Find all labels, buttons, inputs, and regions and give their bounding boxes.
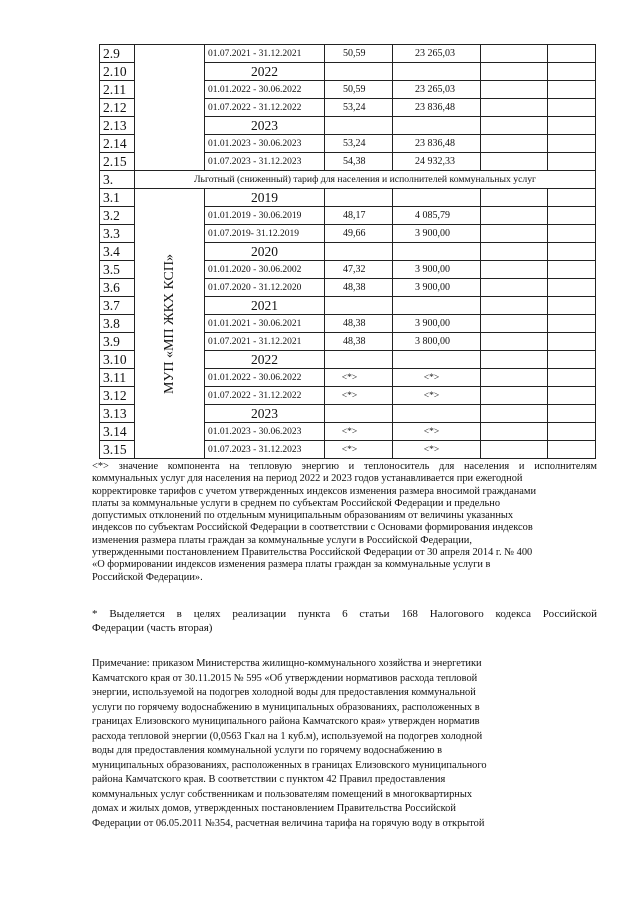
period-cell: 01.07.2023 - 31.12.2023 bbox=[205, 153, 325, 171]
tariff-value-2: 3 900,00 bbox=[393, 315, 481, 333]
period-cell: 01.07.2019- 31.12.2019 bbox=[205, 225, 325, 243]
empty-cell bbox=[548, 225, 596, 243]
text-line: энергии, используемой на подогрев холодной воды для предоставления коммунальной bbox=[92, 687, 476, 698]
text-line: услуги по горячему водоснабжению в муниципальных образованиях, расположенных в bbox=[92, 701, 480, 713]
text-line: Камчатского края от 30.11.2015 № 595 «Об утверждении нормативов расхода тепловой bbox=[92, 672, 478, 684]
tariff-value-2: 4 085,79 bbox=[393, 207, 481, 225]
empty-cell bbox=[481, 225, 548, 243]
empty-cell bbox=[548, 441, 596, 459]
row-number: 3.12 bbox=[100, 387, 135, 405]
empty-cell bbox=[481, 261, 548, 279]
text-line: индексов по субъектам Российской Федерации в соответствии с Основами формирования индексов bbox=[92, 522, 533, 534]
empty-cell bbox=[393, 189, 481, 207]
period-cell: 01.01.2022 - 30.06.2022 bbox=[205, 369, 325, 387]
row-number: 3.8 bbox=[100, 315, 135, 333]
tariff-value-1: <*> bbox=[325, 369, 393, 387]
period-cell: 01.07.2021 - 31.12.2021 bbox=[205, 45, 325, 63]
empty-cell bbox=[393, 243, 481, 261]
tariff-value-2: 23 836,48 bbox=[393, 99, 481, 117]
text-line: муниципальных образованиях, расположенных в границах Елизовского муниципального bbox=[92, 759, 487, 771]
row-number: 3.14 bbox=[100, 423, 135, 441]
tariff-value-1: <*> bbox=[325, 441, 393, 459]
year-heading: 2020 bbox=[205, 243, 325, 261]
text-line: коммунальных услуг для населения на период 2022 и 2023 годов устанавливается при ежегодной bbox=[92, 473, 523, 485]
section-title: Льготный (сниженный) тариф для населения и исполнителей коммунальных услуг bbox=[135, 171, 596, 189]
empty-cell bbox=[481, 189, 548, 207]
empty-cell bbox=[548, 117, 596, 135]
empty-cell bbox=[481, 441, 548, 459]
empty-cell bbox=[548, 423, 596, 441]
empty-cell bbox=[481, 63, 548, 81]
row-number: 2.9 bbox=[100, 45, 135, 63]
tariff-value-1: 48,38 bbox=[325, 315, 393, 333]
text-line: района Камчатского края. В соответствии с пунктом 42 Правил предоставления bbox=[92, 774, 446, 785]
tariff-table bbox=[99, 44, 596, 459]
empty-cell bbox=[393, 63, 481, 81]
empty-cell bbox=[481, 423, 548, 441]
period-cell: 01.01.2021 - 30.06.2021 bbox=[205, 315, 325, 333]
empty-cell bbox=[481, 369, 548, 387]
empty-cell bbox=[481, 81, 548, 99]
empty-cell bbox=[548, 261, 596, 279]
tariff-value-1: 48,17 bbox=[325, 207, 393, 225]
empty-cell bbox=[393, 117, 481, 135]
empty-cell bbox=[548, 369, 596, 387]
row-number: 3.15 bbox=[100, 441, 135, 459]
text-line: корректировке тарифов с учетом утвержденных индексов изменения размера вносимой гражданами bbox=[92, 485, 537, 497]
tariff-value-1: 48,38 bbox=[325, 279, 393, 297]
empty-cell bbox=[481, 279, 548, 297]
period-cell: 01.01.2023 - 30.06.2023 bbox=[205, 423, 325, 441]
empty-cell bbox=[548, 63, 596, 81]
empty-cell bbox=[481, 117, 548, 135]
row-number: 3. bbox=[100, 171, 135, 189]
tariff-value-1: <*> bbox=[325, 387, 393, 405]
empty-cell bbox=[393, 351, 481, 369]
empty-cell bbox=[548, 99, 596, 117]
period-cell: 01.07.2022 - 31.12.2022 bbox=[205, 387, 325, 405]
empty-cell bbox=[325, 63, 393, 81]
footnote-asterisk-note bbox=[92, 461, 597, 584]
empty-cell bbox=[393, 297, 481, 315]
empty-cell bbox=[325, 351, 393, 369]
tariff-value-1: 53,24 bbox=[325, 99, 393, 117]
tariff-value-2: 3 900,00 bbox=[393, 261, 481, 279]
empty-cell bbox=[548, 45, 596, 63]
period-cell: 01.01.2019 - 30.06.2019 bbox=[205, 207, 325, 225]
remark-note bbox=[92, 657, 597, 831]
text-line: платы за коммунальные услуги в среднем по субъектам Российской Федерации и предельно bbox=[92, 497, 501, 509]
period-cell: 01.07.2022 - 31.12.2022 bbox=[205, 99, 325, 117]
text-line: утвержденными постановлением Правительства Российской Федерации от 30 апреля 2014 г. № 400 bbox=[92, 547, 533, 559]
period-cell: 01.07.2020 - 31.12.2020 bbox=[205, 279, 325, 297]
row-number: 3.3 bbox=[100, 225, 135, 243]
year-heading: 2023 bbox=[205, 405, 325, 423]
empty-cell bbox=[481, 153, 548, 171]
text-line: Федерации (часть вторая) bbox=[92, 622, 213, 634]
row-number: 3.11 bbox=[100, 369, 135, 387]
empty-cell bbox=[481, 243, 548, 261]
row-number: 3.9 bbox=[100, 333, 135, 351]
tariff-value-1: 53,24 bbox=[325, 135, 393, 153]
empty-cell bbox=[548, 153, 596, 171]
year-heading: 2019 bbox=[205, 189, 325, 207]
text-line: * Выделяется в целях реализации пункта 6 статьи 168 Налогового кодекса Российской bbox=[92, 608, 597, 620]
organization-cell bbox=[135, 45, 205, 171]
tariff-value-1: 54,38 bbox=[325, 153, 393, 171]
tariff-value-1: 49,66 bbox=[325, 225, 393, 243]
row-number: 2.12 bbox=[100, 99, 135, 117]
section-heading-row bbox=[100, 171, 596, 189]
row-number: 2.11 bbox=[100, 81, 135, 99]
row-number: 2.10 bbox=[100, 63, 135, 81]
empty-cell bbox=[548, 387, 596, 405]
tariff-value-2: <*> bbox=[393, 423, 481, 441]
tariff-value-2: 3 900,00 bbox=[393, 225, 481, 243]
empty-cell bbox=[325, 189, 393, 207]
text-line: Федерации от 06.05.2011 №354, расчетная величина тарифа на горячую воду в открытой bbox=[92, 817, 485, 829]
empty-cell bbox=[325, 243, 393, 261]
empty-cell bbox=[325, 117, 393, 135]
period-cell: 01.01.2020 - 30.06.2002 bbox=[205, 261, 325, 279]
row-number: 3.10 bbox=[100, 351, 135, 369]
text-line: домах и жилых домов, утвержденных постановлением Правительства Российской bbox=[92, 803, 456, 814]
text-line: расхода тепловой энергии (0,0563 Гкал на 1 куб.м), используемой на подогрев холодной bbox=[92, 730, 483, 742]
row-number: 3.6 bbox=[100, 279, 135, 297]
empty-cell bbox=[481, 45, 548, 63]
vat-footnote bbox=[92, 607, 597, 635]
text-line: границах Елизовского муниципального района Камчатского края» утвержден норматив bbox=[92, 716, 480, 727]
period-cell: 01.01.2023 - 30.06.2023 bbox=[205, 135, 325, 153]
table-row bbox=[100, 189, 596, 207]
row-number: 2.14 bbox=[100, 135, 135, 153]
row-number: 3.13 bbox=[100, 405, 135, 423]
text-line: «О формировании индексов изменения размера платы граждан за коммунальные услуги в bbox=[92, 559, 491, 571]
row-number: 3.2 bbox=[100, 207, 135, 225]
tariff-value-2: 3 900,00 bbox=[393, 279, 481, 297]
row-number: 3.4 bbox=[100, 243, 135, 261]
tariff-value-2: 3 800,00 bbox=[393, 333, 481, 351]
period-cell: 01.07.2021 - 31.12.2021 bbox=[205, 333, 325, 351]
empty-cell bbox=[548, 243, 596, 261]
empty-cell bbox=[548, 189, 596, 207]
table-row bbox=[100, 45, 596, 63]
tariff-value-2: 24 932,33 bbox=[393, 153, 481, 171]
empty-cell bbox=[325, 405, 393, 423]
text-line: допустимых отклонений по отдельным муниципальным образованиям от величины указанных bbox=[92, 510, 514, 522]
year-heading: 2022 bbox=[205, 351, 325, 369]
empty-cell bbox=[393, 405, 481, 423]
tariff-value-2: <*> bbox=[393, 387, 481, 405]
empty-cell bbox=[481, 351, 548, 369]
tariff-value-2: <*> bbox=[393, 441, 481, 459]
period-cell: 01.07.2023 - 31.12.2023 bbox=[205, 441, 325, 459]
year-heading: 2021 bbox=[205, 297, 325, 315]
empty-cell bbox=[481, 297, 548, 315]
text-line: <*> значение компонента на тепловую энергию и теплоноситель для населения и исполнителям bbox=[92, 461, 597, 472]
tariff-value-2: 23 265,03 bbox=[393, 45, 481, 63]
text-line: коммунальных услуг собственникам и пользователям помещений в многоквартирных bbox=[92, 788, 473, 800]
empty-cell bbox=[481, 135, 548, 153]
empty-cell bbox=[548, 81, 596, 99]
tariff-value-2: 23 265,03 bbox=[393, 81, 481, 99]
row-number: 2.15 bbox=[100, 153, 135, 171]
organization-cell bbox=[135, 189, 205, 459]
text-line: Российской Федерации». bbox=[92, 571, 203, 583]
empty-cell bbox=[548, 207, 596, 225]
empty-cell bbox=[548, 405, 596, 423]
year-heading: 2023 bbox=[205, 117, 325, 135]
year-heading: 2022 bbox=[205, 63, 325, 81]
empty-cell bbox=[481, 333, 548, 351]
period-cell: 01.01.2022 - 30.06.2022 bbox=[205, 81, 325, 99]
row-number: 3.5 bbox=[100, 261, 135, 279]
empty-cell bbox=[548, 333, 596, 351]
text-line: воды для предоставления коммунальной услуги по горячему водоснабжению в bbox=[92, 745, 443, 756]
text-line: Примечание: приказом Министерства жилищно-коммунального хозяйства и энергетики bbox=[92, 658, 482, 669]
tariff-value-2: <*> bbox=[393, 369, 481, 387]
row-number: 2.13 bbox=[100, 117, 135, 135]
empty-cell bbox=[548, 351, 596, 369]
row-number: 3.1 bbox=[100, 189, 135, 207]
empty-cell bbox=[548, 279, 596, 297]
empty-cell bbox=[481, 387, 548, 405]
tariff-value-1: 50,59 bbox=[325, 81, 393, 99]
tariff-value-2: 23 836,48 bbox=[393, 135, 481, 153]
tariff-value-1: 48,38 bbox=[325, 333, 393, 351]
empty-cell bbox=[548, 135, 596, 153]
organization-name: МУП «МП ЖКХ КСП» bbox=[161, 253, 177, 394]
empty-cell bbox=[325, 297, 393, 315]
tariff-value-1: 50,59 bbox=[325, 45, 393, 63]
text-line: изменения размера платы граждан за коммунальные услуги в Российской Федерации, bbox=[92, 534, 472, 546]
empty-cell bbox=[481, 99, 548, 117]
row-number: 3.7 bbox=[100, 297, 135, 315]
empty-cell bbox=[481, 207, 548, 225]
empty-cell bbox=[548, 297, 596, 315]
empty-cell bbox=[481, 315, 548, 333]
tariff-value-1: 47,32 bbox=[325, 261, 393, 279]
empty-cell bbox=[548, 315, 596, 333]
empty-cell bbox=[481, 405, 548, 423]
tariff-value-1: <*> bbox=[325, 423, 393, 441]
